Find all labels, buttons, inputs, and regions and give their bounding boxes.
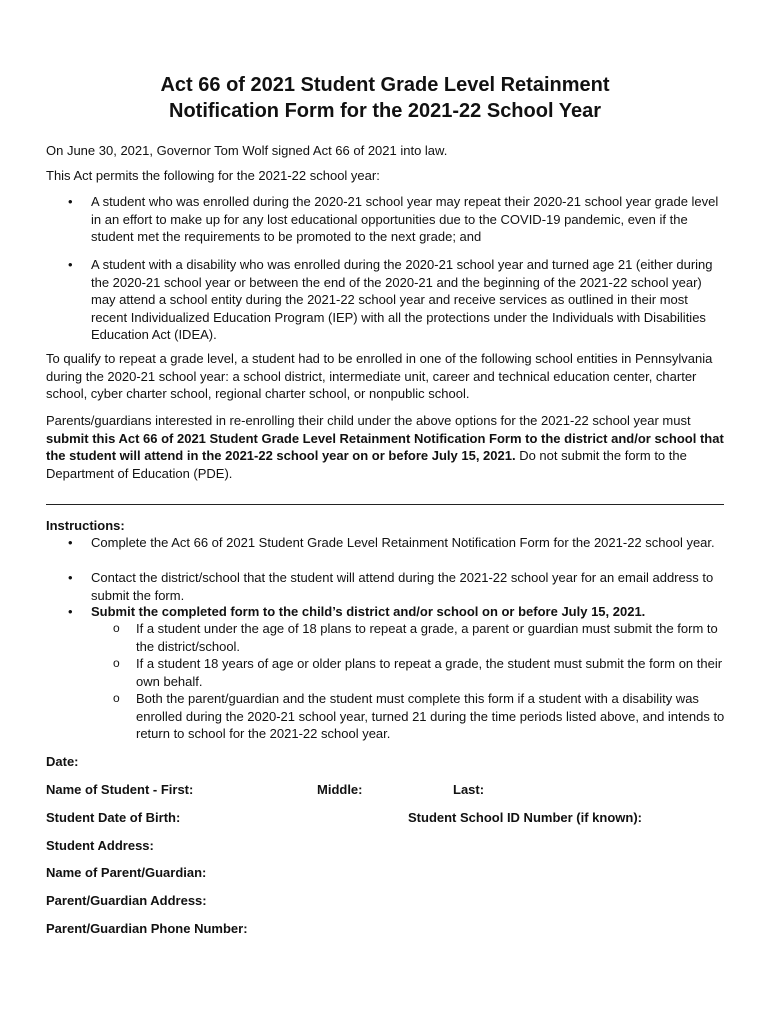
qualify-paragraph: To qualify to repeat a grade level, a student had to be enrolled in one of the following school entities in Pennsylvania during the 2020-21 school year: a school district, intermediate unit, career and technical education center, charter school, cyber charter school, regional charter school, or nonpublic school. bbox=[46, 351, 713, 401]
student-school-id-label: Student School ID Number (if known): bbox=[408, 810, 642, 825]
parents-text-start: Parents/guardians interested in re-enrolling their child under the above options for the 2021-22 school year must bbox=[46, 413, 691, 428]
bullet-icon: • bbox=[68, 257, 73, 272]
intro-paragraph-2: This Act permits the following for the 2021-22 school year: bbox=[46, 168, 380, 183]
bullet-icon: • bbox=[68, 604, 73, 619]
parents-text-emphasis: submit this Act 66 of 2021 Student Grade Level Retainment Notification Form to the district and/or school that the student will attend in the 2021-22 school year on or before July 15, 2021. bbox=[46, 430, 724, 463]
date-field-label: Date: bbox=[46, 754, 79, 769]
circle-bullet-icon: o bbox=[113, 621, 120, 635]
bullet-icon: • bbox=[68, 535, 73, 550]
intro-paragraph-1: On June 30, 2021, Governor Tom Wolf signed Act 66 of 2021 into law. bbox=[46, 143, 448, 158]
permit-item-1: A student who was enrolled during the 2020-21 school year may repeat their 2020-21 school year grade level in an effort to make up for any lost educational opportunities due to the COVID-19 pandemic, even if the student met the requirements to be promoted to the next grade; and bbox=[91, 194, 719, 244]
document-title-line-2: Notification Form for the 2021-22 School Year bbox=[169, 100, 601, 122]
section-divider bbox=[46, 504, 724, 505]
document-title-line-1: Act 66 of 2021 Student Grade Level Retainment bbox=[160, 74, 610, 96]
parent-name-label: Name of Parent/Guardian: bbox=[46, 865, 207, 880]
instruction-subitem-3: Both the parent/guardian and the student must complete this form if a student with a disability was enrolled during the 2020-21 school year, turned 21 during the time periods listed above, and intends to return to school for the 2021-22 school year. bbox=[136, 691, 725, 741]
parents-text-end: Do not submit the form to the Department of Education (PDE). bbox=[46, 448, 687, 481]
student-address-label: Student Address: bbox=[46, 838, 154, 853]
parent-phone-label: Parent/Guardian Phone Number: bbox=[46, 921, 248, 936]
instruction-subitem-1: If a student under the age of 18 plans to repeat a grade, a parent or guardian must submit the form to the district/school. bbox=[136, 621, 718, 654]
permit-item-2: A student with a disability who was enrolled during the 2020-21 school year and turned age 21 (either during the 2020-21 school year or between the end of the 2020-21 and the beginning of the 2021-22 school year) may attend a school entity during the 2021-22 school year and receive services as outlined in their most recent Individualized Education Program (IEP) with all the protections under the Individuals with Disabilities Education Act (IDEA). bbox=[91, 257, 713, 342]
instruction-subitem-2: If a student 18 years of age or older plans to repeat a grade, the student must submit the form on their own behalf. bbox=[136, 656, 723, 689]
student-dob-label: Student Date of Birth: bbox=[46, 810, 181, 825]
instructions-heading: Instructions: bbox=[46, 518, 125, 533]
parent-address-label: Parent/Guardian Address: bbox=[46, 893, 207, 908]
circle-bullet-icon: o bbox=[113, 656, 120, 670]
student-last-name-label: Last: bbox=[453, 782, 485, 797]
instruction-item-1: Complete the Act 66 of 2021 Student Grade Level Retainment Notification Form for the 2021-22 school year. bbox=[91, 535, 715, 550]
student-middle-name-label: Middle: bbox=[317, 782, 363, 797]
bullet-icon: • bbox=[68, 194, 73, 209]
instruction-item-2: Contact the district/school that the student will attend during the 2021-22 school year for an email address to submit the form. bbox=[91, 570, 714, 603]
instruction-item-3: Submit the completed form to the child’s district and/or school on or before July 15, 2021. bbox=[91, 604, 646, 619]
parents-paragraph bbox=[46, 412, 736, 482]
circle-bullet-icon: o bbox=[113, 691, 120, 705]
bullet-icon: • bbox=[68, 570, 73, 585]
student-first-name-label: Name of Student - First: bbox=[46, 782, 194, 797]
